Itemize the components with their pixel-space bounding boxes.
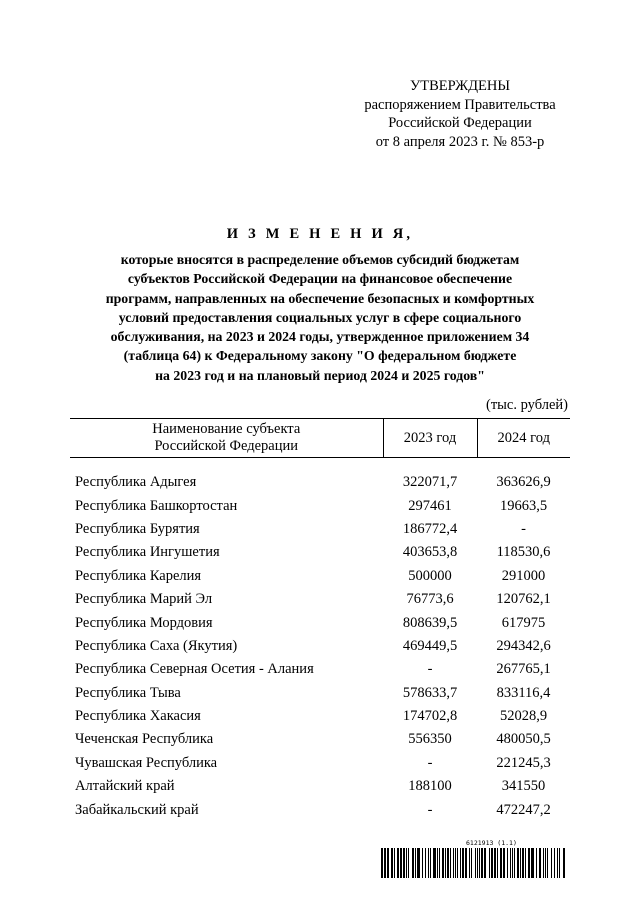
table-row: [70, 541, 570, 564]
barcode-stripe: [559, 848, 560, 878]
value-2023: 76773,6: [406, 591, 454, 608]
barcode-stripe: [471, 848, 472, 878]
region-name: Республика Карелия: [75, 567, 202, 584]
region-name: Республика Ингушетия: [75, 544, 220, 561]
value-2024: 118530,6: [496, 544, 551, 561]
table-header-row: [70, 419, 570, 458]
value-2024: 291000: [501, 567, 546, 584]
barcode-stripe: [442, 848, 444, 878]
value-2023: 188100: [408, 778, 452, 795]
table-row: [70, 565, 570, 588]
barcode-stripe: [453, 848, 454, 878]
approval-date-number: от 8 апреля 2023 г. № 853-р: [375, 133, 545, 150]
barcode-stripe: [384, 848, 386, 878]
region-name: Республика Бурятия: [75, 520, 200, 537]
value-2023: 578633,7: [402, 684, 458, 701]
barcode-stripe: [406, 848, 407, 878]
barcode-stripe: [477, 848, 478, 878]
value-2024: 221245,3: [496, 754, 551, 771]
table-row: [70, 705, 570, 728]
barcode-stripe: [394, 848, 395, 878]
value-2023: 403653,8: [402, 544, 458, 561]
region-name: Республика Марий Эл: [75, 591, 213, 608]
barcode-stripe: [460, 848, 461, 878]
barcode-stripe: [469, 848, 470, 878]
barcode-stripe: [397, 848, 399, 878]
barcode-stripe: [433, 848, 436, 878]
value-2024: 617975: [501, 614, 546, 631]
region-name: Республика Тыва: [75, 684, 181, 701]
value-2024: 472247,2: [496, 801, 551, 818]
table-row: [70, 635, 570, 658]
value-2024: 267765,1: [496, 661, 551, 678]
document-subtitle: [82, 250, 558, 385]
barcode-stripe: [522, 848, 524, 878]
region-name: Республика Адыгея: [75, 474, 197, 491]
table-row: [70, 611, 570, 634]
value-2024: 341550: [501, 778, 546, 795]
table-row: [70, 588, 570, 611]
header-name-line1: Наименование субъекта: [152, 421, 301, 437]
barcode-stripe: [417, 848, 420, 878]
subsidy-table-container: [70, 418, 570, 822]
value-2024: -: [521, 520, 526, 537]
region-name: Республика Саха (Якутия): [75, 637, 238, 654]
barcode-stripe: [481, 848, 483, 878]
barcode-stripe: [391, 848, 393, 878]
barcode-stripe: [412, 848, 414, 878]
barcode-stripe: [489, 848, 490, 878]
table-spacer: [70, 458, 570, 472]
barcode-stripe: [381, 848, 383, 878]
subtitle-line: условий предоставления социальных услуг в сфере социального: [118, 309, 522, 325]
barcode-stripe: [387, 848, 389, 878]
barcode-stripe: [536, 848, 537, 878]
table-row: [70, 728, 570, 751]
barcode-stripe: [528, 848, 530, 878]
value-2023: 500000: [408, 567, 452, 584]
barcode-stripe: [543, 848, 544, 878]
value-2023: -: [427, 801, 433, 818]
table-row: [70, 658, 570, 681]
table-row: [70, 471, 570, 494]
barcode-stripe: [462, 848, 464, 878]
barcode-stripe: [484, 848, 486, 878]
approval-heading: УТВЕРЖДЕНЫ: [409, 78, 511, 94]
value-2024: 363626,9: [496, 474, 551, 491]
approval-authority: распоряжением Правительства: [364, 96, 556, 113]
barcode-stripe: [494, 848, 496, 878]
subtitle-line: обслуживания, на 2023 и 2024 годы, утвержденное приложением 34: [110, 329, 530, 345]
value-2024: 19663,5: [499, 497, 548, 514]
barcode-stripe: [514, 848, 515, 878]
barcode-stripe: [525, 848, 526, 878]
barcode-stripe: [450, 848, 451, 878]
approval-authority-country: Российской Федерации: [388, 115, 532, 131]
table-row: [70, 752, 570, 775]
barcode-stripe: [457, 848, 458, 878]
header-year-2023: 2023 год: [383, 419, 477, 458]
value-2024: 294342,6: [496, 637, 551, 654]
value-2023: 808639,5: [402, 614, 458, 631]
region-name: Республика Мордовия: [75, 614, 213, 631]
subtitle-line: которые вносятся в распределение объемов субсидий бюджетам: [120, 252, 520, 267]
table-row: [70, 798, 570, 821]
value-2023: 297461: [408, 497, 452, 514]
region-name: Чувашская Республика: [75, 754, 218, 771]
value-2023: 469449,5: [402, 637, 458, 654]
approval-stamp: [340, 77, 580, 151]
header-year-2024: 2024 год: [477, 419, 570, 458]
barcode-stripe: [415, 848, 416, 878]
header-region-name: [70, 419, 383, 458]
barcode-stripe: [539, 848, 541, 878]
barcode-stripe: [445, 848, 446, 878]
barcode-stripe: [439, 848, 440, 878]
value-2024: 120762,1: [496, 591, 551, 608]
value-2023: -: [427, 661, 433, 678]
barcode-stripe: [517, 848, 519, 878]
barcode-stripe: [465, 848, 467, 878]
value-2023: 556350: [408, 731, 452, 748]
barcode-stripe: [557, 848, 558, 878]
table-row: [70, 494, 570, 517]
value-2024: 52028,9: [499, 708, 548, 725]
region-name: Республика Северная Осетия - Алания: [75, 661, 314, 678]
region-name: Республика Хакасия: [75, 708, 201, 725]
subtitle-line: субъектов Российской Федерации на финансовое обеспечение: [127, 271, 513, 287]
region-name: Чеченская Республика: [75, 731, 214, 748]
value-2023: 322071,7: [402, 474, 458, 491]
subtitle-line: (таблица 64) к Федеральному закону "О федеральном бюджете: [123, 348, 517, 364]
subtitle-line: программ, направленных на обеспечение безопасных и комфортных: [105, 290, 535, 306]
barcode-label: 6121913 (1.1): [466, 839, 517, 847]
table-row: [70, 682, 570, 705]
barcode-stripe: [455, 848, 456, 878]
region-name: Алтайский край: [75, 778, 175, 795]
table-row: [70, 518, 570, 541]
barcode-stripe: [551, 848, 552, 878]
table-row: [70, 775, 570, 798]
barcode-stripe: [500, 848, 502, 878]
barcode-stripe: [447, 848, 449, 878]
value-2024: 833116,4: [496, 684, 551, 701]
barcode-stripe: [520, 848, 521, 878]
barcode-stripe: [422, 848, 423, 878]
value-2023: 186772,4: [402, 520, 458, 537]
region-name: Забайкальский край: [75, 801, 199, 818]
barcode-stripe: [547, 848, 548, 878]
header-name-line2: Российской Федерации: [154, 438, 299, 454]
barcode-stripe: [491, 848, 493, 878]
barcode-stripe: [510, 848, 511, 878]
barcode-stripe: [475, 848, 476, 878]
barcode-stripe: [497, 848, 498, 878]
barcode-stripe: [545, 848, 546, 878]
barcode-stripe: [479, 848, 480, 878]
value-2024: 480050,5: [496, 731, 551, 748]
region-name: Республика Башкортостан: [75, 497, 238, 514]
units-label: (тыс. рублей): [486, 397, 568, 413]
subsidy-table: [70, 418, 570, 822]
barcode-stripe: [403, 848, 405, 878]
barcode-stripe: [437, 848, 438, 878]
barcode-stripe: [408, 848, 409, 878]
barcode-stripe: [554, 848, 555, 878]
barcode-stripe: [400, 848, 402, 878]
barcode-stripe: [503, 848, 505, 878]
value-2023: -: [427, 754, 433, 771]
barcode-stripe: [428, 848, 429, 878]
barcode-stripe: [507, 848, 508, 878]
barcode-stripe: [430, 848, 431, 878]
barcode-stripe: [531, 848, 534, 878]
barcode-image: [381, 848, 566, 878]
barcode-stripe: [425, 848, 426, 878]
subtitle-line: на 2023 год и на плановый период 2024 и 2025 годов": [155, 367, 485, 383]
barcode-stripe: [563, 848, 565, 878]
barcode-stripe: [512, 848, 513, 878]
value-2023: 174702,8: [402, 708, 458, 725]
document-title: И З М Е Н Е Н И Я,: [226, 226, 414, 242]
